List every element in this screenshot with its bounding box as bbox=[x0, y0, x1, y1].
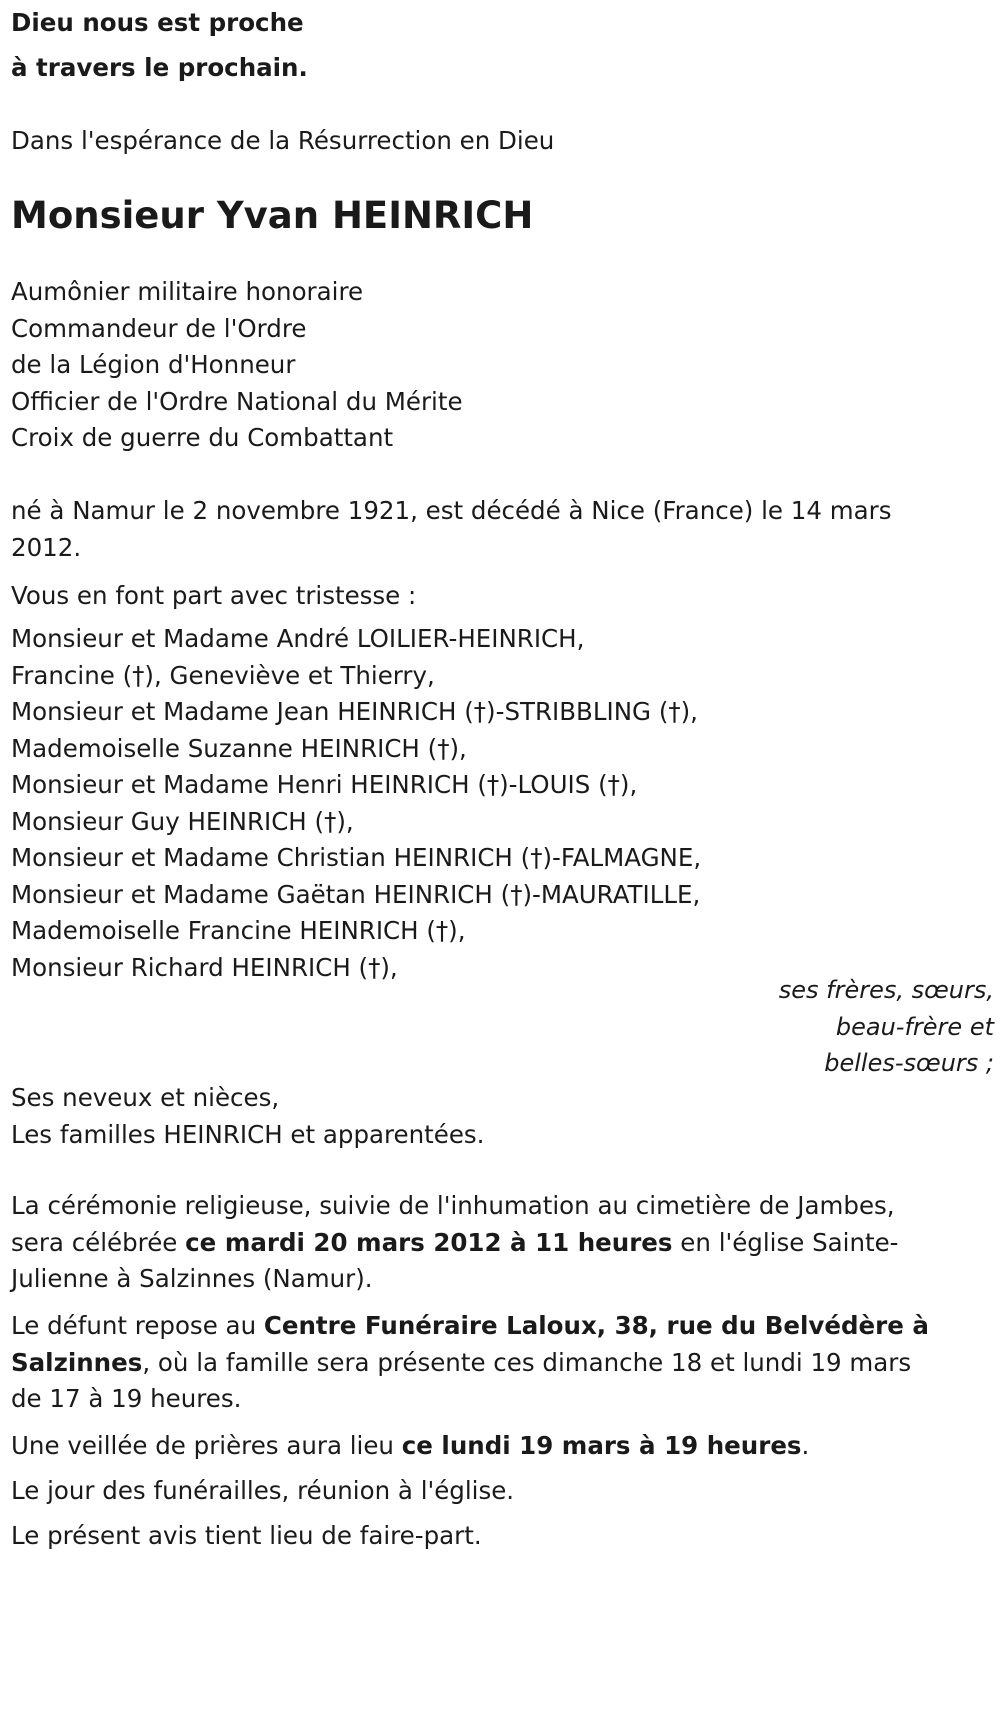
vigil-line bbox=[11, 1426, 809, 1466]
others-line: Ses neveux et nièces, bbox=[11, 1083, 280, 1112]
rest-line bbox=[11, 1308, 929, 1345]
relation-line: beau-frère et bbox=[835, 1012, 994, 1041]
title-item: Aumônier militaire honoraire bbox=[11, 277, 364, 306]
family-member: Monsieur et Madame Henri HEINRICH (†)-LOUIS (†), bbox=[11, 770, 638, 799]
motto-line-1: Dieu nous est proche bbox=[11, 8, 304, 37]
rest-paragraph bbox=[11, 1308, 929, 1418]
family-member: Monsieur et Madame Jean HEINRICH (†)-STRIBBLING (†), bbox=[11, 697, 698, 726]
title-item: Croix de guerre du Combattant bbox=[11, 423, 394, 452]
family-member: Monsieur Richard HEINRICH (†), bbox=[11, 952, 398, 982]
rest-line: de 17 à 19 heures. bbox=[11, 1384, 242, 1413]
titles-list bbox=[11, 274, 463, 457]
family-list bbox=[11, 621, 701, 986]
motto-line-2: à travers le prochain. bbox=[11, 53, 308, 82]
deceased-name: Monsieur Yvan HEINRICH bbox=[11, 194, 534, 237]
family-member: Monsieur et Madame André LOILIER-HEINRICH, bbox=[11, 624, 585, 653]
title-item: Commandeur de l'Ordre bbox=[11, 313, 307, 343]
family-member: Monsieur et Madame Gaëtan HEINRICH (†)-MAURATILLE, bbox=[11, 879, 701, 909]
ceremony-text: en l'église Sainte- bbox=[672, 1227, 899, 1257]
family-member: Mademoiselle Suzanne HEINRICH (†), bbox=[11, 733, 467, 763]
family-member: Mademoiselle Francine HEINRICH (†), bbox=[11, 916, 466, 945]
family-member: Monsieur Guy HEINRICH (†), bbox=[11, 806, 354, 836]
ceremony-date: ce mardi 20 mars 2012 à 11 heures bbox=[185, 1227, 673, 1257]
others-line: Les familles HEINRICH et apparentées. bbox=[11, 1119, 485, 1149]
birth-death-line: né à Namur le 2 novembre 1921, est décédé à Nice (France) le 14 mars bbox=[11, 496, 892, 525]
rest-location: Salzinnes bbox=[11, 1347, 143, 1377]
others-list bbox=[11, 1080, 484, 1153]
title-item: de la Légion d'Honneur bbox=[11, 350, 296, 379]
vigil-text: . bbox=[801, 1431, 810, 1460]
vigil-date: ce lundi 19 mars à 19 heures bbox=[401, 1431, 802, 1460]
ceremony-paragraph bbox=[11, 1188, 899, 1298]
family-member: Francine (†), Geneviève et Thierry, bbox=[11, 660, 435, 690]
relation-line: ses frères, sœurs, bbox=[778, 976, 994, 1004]
ceremony-text: sera célébrée bbox=[11, 1227, 186, 1257]
ceremony-line: Julienne à Salzinnes (Namur). bbox=[11, 1264, 373, 1293]
ceremony-line: La cérémonie religieuse, suivie de l'inhumation au cimetière de Jambes, bbox=[11, 1191, 895, 1220]
rest-text: , où la famille sera présente ces dimanche 18 et lundi 19 mars bbox=[142, 1347, 912, 1377]
title-item: Officier de l'Ordre National du Mérite bbox=[11, 386, 463, 416]
ceremony-line bbox=[11, 1225, 899, 1262]
birth-death-paragraph bbox=[11, 493, 891, 566]
vigil-text: Une veillée de prières aura lieu bbox=[11, 1431, 402, 1460]
rest-line bbox=[11, 1345, 929, 1382]
birth-death-line: 2012. bbox=[11, 532, 82, 562]
meeting-line: Le jour des funérailles, réunion à l'église. bbox=[11, 1476, 515, 1505]
rest-location: Centre Funéraire Laloux, 38, rue du Belvédère à bbox=[263, 1311, 929, 1340]
intro-text: Dans l'espérance de la Résurrection en Dieu bbox=[11, 126, 555, 155]
notice-line: Le présent avis tient lieu de faire-part. bbox=[11, 1521, 482, 1550]
relation-line: belles-sœurs ; bbox=[824, 1049, 994, 1077]
family-member: Monsieur et Madame Christian HEINRICH (†)-FALMAGNE, bbox=[11, 843, 702, 872]
relation-block bbox=[11, 972, 994, 1082]
announce-text: Vous en font part avec tristesse : bbox=[11, 581, 417, 610]
rest-text: Le défunt repose au bbox=[11, 1311, 264, 1340]
